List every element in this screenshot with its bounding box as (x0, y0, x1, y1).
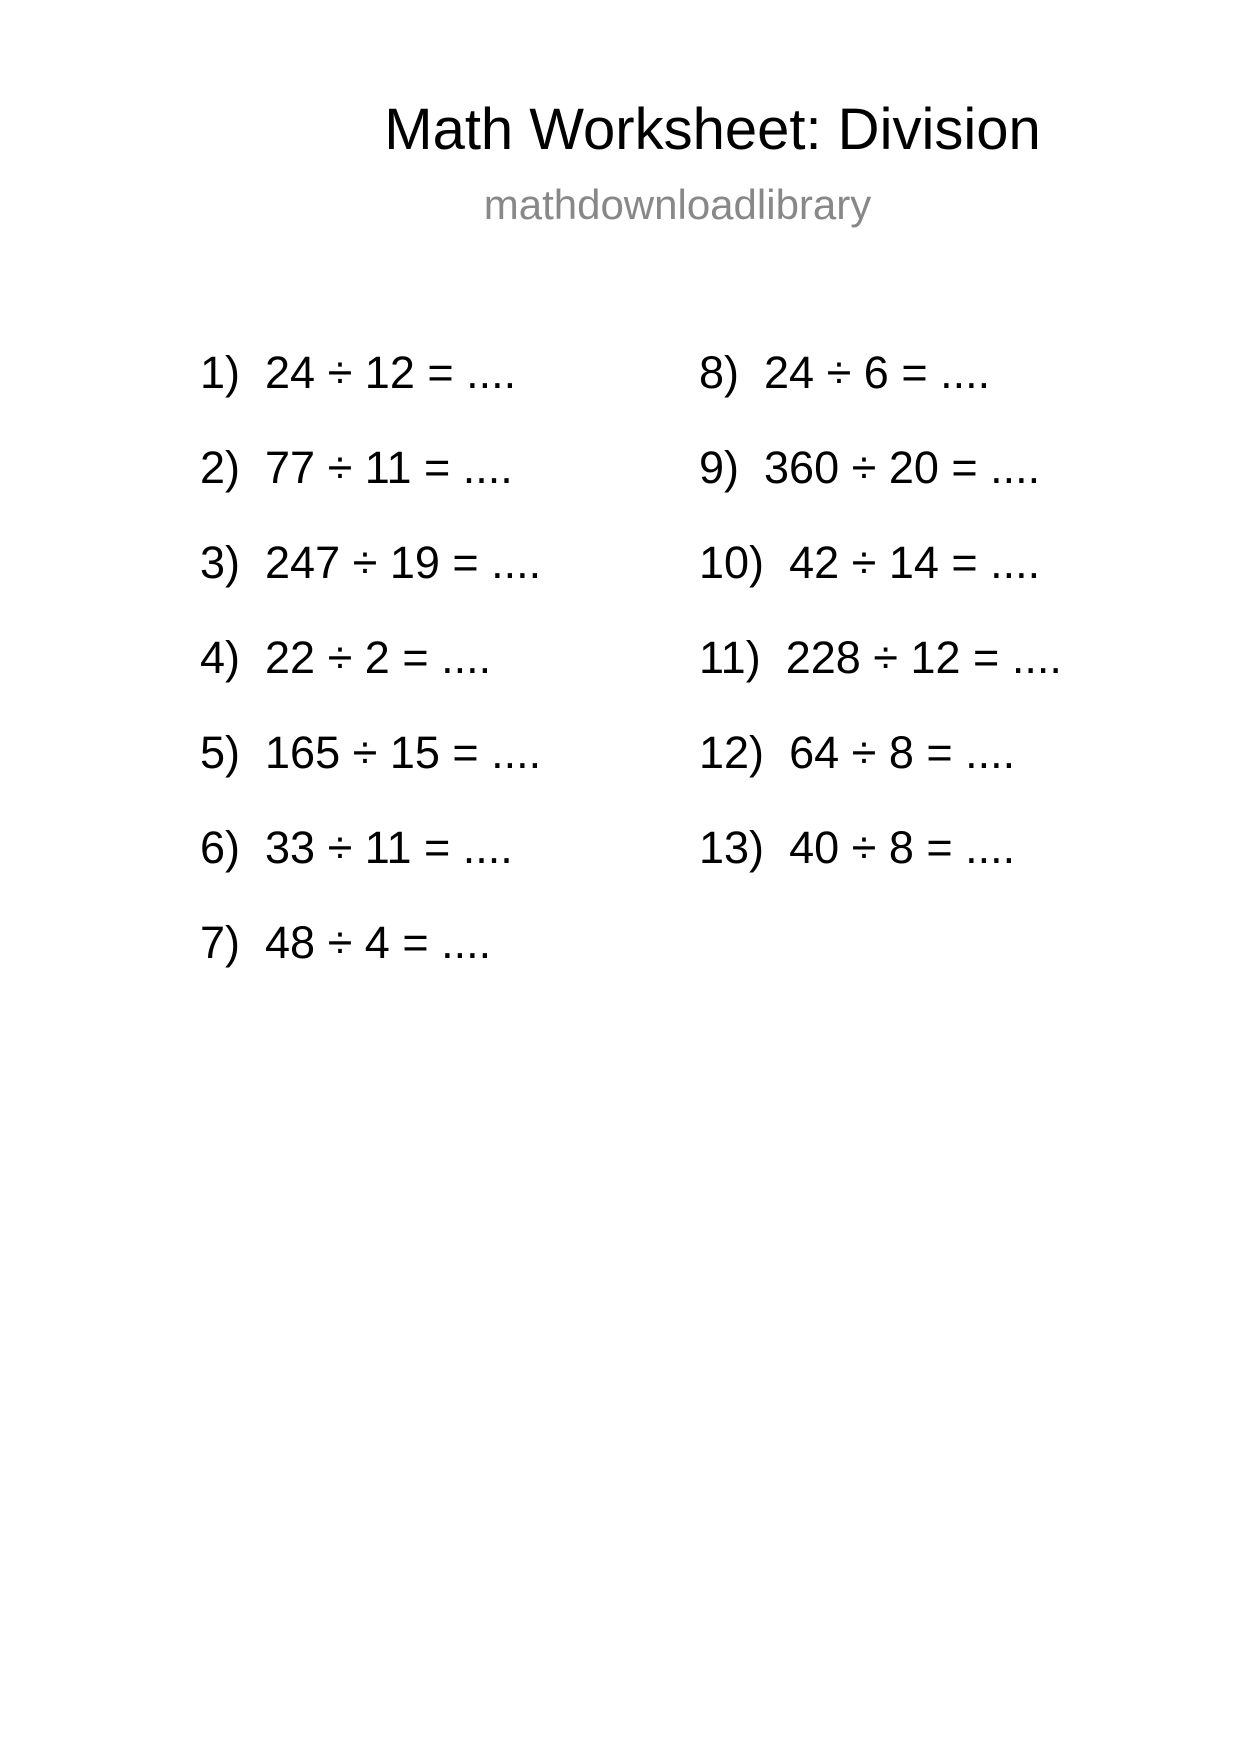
problem-item (699, 820, 1062, 915)
problem-number: 2) (200, 442, 241, 493)
problem-item (200, 440, 541, 535)
problem-expression: 64 ÷ 8 = .... (789, 727, 1016, 778)
problem-expression: 24 ÷ 12 = .... (265, 347, 517, 398)
problem-number: 1) (200, 347, 241, 398)
problem-column-right (699, 345, 1062, 915)
problem-item (699, 725, 1062, 820)
page-title: Math Worksheet: Division (384, 97, 1041, 162)
problem-number: 9) (699, 442, 740, 493)
problem-item (699, 535, 1062, 630)
problem-number: 5) (200, 727, 241, 778)
problem-expression: 22 ÷ 2 = .... (265, 632, 492, 683)
problem-item (200, 345, 541, 440)
problem-number: 7) (200, 917, 241, 968)
problem-expression: 40 ÷ 8 = .... (789, 822, 1016, 873)
problem-number: 8) (699, 347, 740, 398)
problem-number: 13) (699, 822, 765, 873)
problem-item (699, 630, 1062, 725)
problem-item (699, 440, 1062, 535)
problem-number: 11) (699, 632, 761, 683)
problem-number: 6) (200, 822, 241, 873)
problem-expression: 247 ÷ 19 = .... (265, 537, 542, 588)
problem-number: 3) (200, 537, 241, 588)
problem-item (200, 630, 541, 725)
problem-expression: 77 ÷ 11 = .... (265, 442, 513, 493)
problem-expression: 360 ÷ 20 = .... (764, 442, 1041, 493)
problem-expression: 33 ÷ 11 = .... (265, 822, 513, 873)
problem-item (200, 725, 541, 820)
problem-item (200, 915, 541, 1010)
problem-expression: 48 ÷ 4 = .... (265, 917, 492, 968)
problem-expression: 24 ÷ 6 = .... (764, 347, 991, 398)
problem-expression: 165 ÷ 15 = .... (265, 727, 542, 778)
problem-item (200, 535, 541, 630)
problem-expression: 228 ÷ 12 = .... (785, 632, 1062, 683)
problem-item (200, 820, 541, 915)
page-subtitle: mathdownloadlibrary (483, 181, 872, 228)
problem-item (699, 345, 1062, 440)
problem-number: 10) (699, 537, 765, 588)
problem-number: 4) (200, 632, 241, 683)
problem-expression: 42 ÷ 14 = .... (789, 537, 1041, 588)
problem-column-left (200, 345, 541, 1010)
problem-number: 12) (699, 727, 765, 778)
